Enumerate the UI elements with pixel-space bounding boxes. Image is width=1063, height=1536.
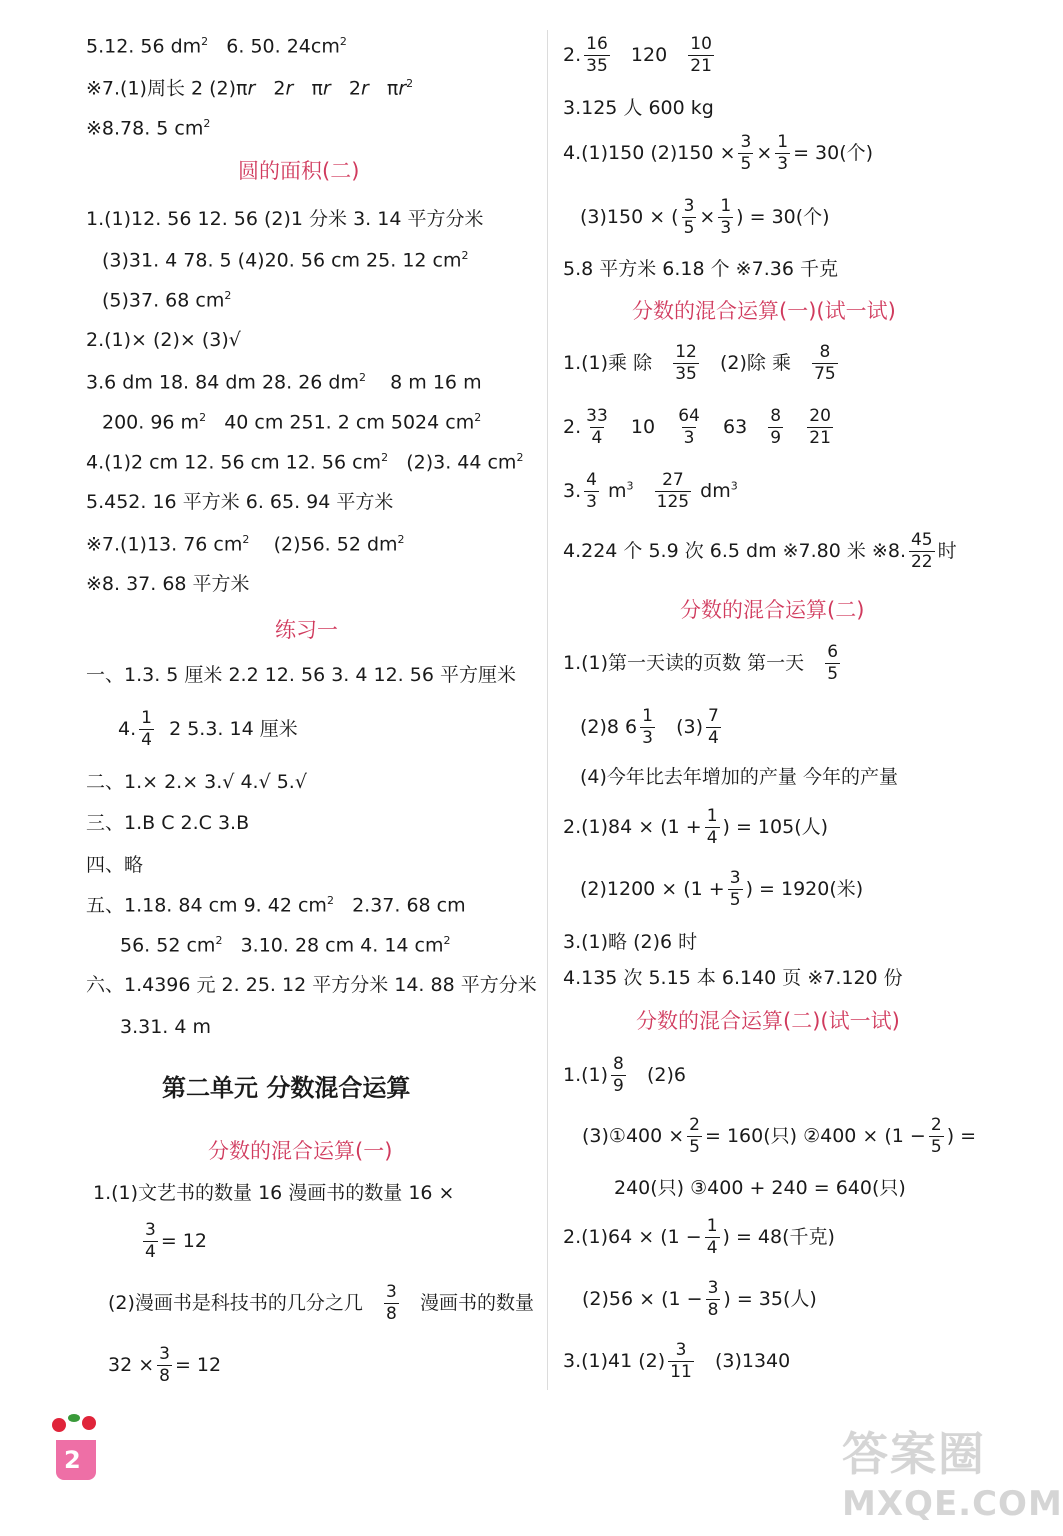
fraction: $\frac{6}{5}$ [827,642,839,684]
fraction: $\frac{1}{4}$ [706,1216,718,1258]
answer-line: 56. 52 $cm^2$ 3.10. 28 cm 4. 14 $cm^2$ [120,934,451,957]
answer-line: 200. 96 $m^2$ 40 cm 251. 2 cm 5024 $cm^2$ [102,411,482,434]
answer-line: 六、1.4396 元 2. 25. 12 平方分米 14. 88 平方分米 [86,974,537,996]
answer-line: (4)今年比去年增加的产量 今年的产量 [580,766,898,788]
fraction: $\frac{8}{9}$ [770,406,782,448]
answer-line: 3.(1)略 (2)6 时 [563,931,698,953]
answer-line: 3.31. 4 m [120,1016,212,1038]
answer-line: 5.452. 16 平方米 6. 65. 94 平方米 [86,491,394,513]
section-heading: 分数的混合运算(一) [208,1139,393,1163]
fraction: $\frac{16}{35}$ [586,34,608,76]
fraction: $\frac{8}{75}$ [814,342,836,384]
fraction: $\frac{1}{4}$ [706,806,718,848]
answer-line: 1.(1)文艺书的数量 16 漫画书的数量 16 × [93,1182,455,1204]
unit-title: 第二单元 分数混合运算 [162,1074,411,1102]
answer-line: 1.(1) $\frac{8}{9}$ (2)6 [563,1054,687,1096]
answer-line: 3. $\frac{4}{3}$ $m^3$ $\frac{27}{125}$ $dm^3$ [563,470,738,512]
answer-line: 2. $\frac{16}{35}$ 120 $\frac{10}{21}$ [563,34,712,76]
answer-line: 三、1.B C 2.C 3.B [86,812,250,834]
answer-line: (3)31. 4 78. 5 (4)20. 56 cm 25. 12 $cm^2$ [102,249,469,272]
answer-line: 4.224 个 5.9 次 6.5 dm ※7.80 米 ※8. $\frac{45}{22}$ 时 [563,530,957,572]
answer-line: 3.125 人 600 kg [563,97,714,119]
fraction: $\frac{1}{4}$ [141,708,152,750]
fraction: $\frac{12}{35}$ [675,342,697,384]
answer-line: $\frac{3}{4}$ = 12 [145,1220,207,1262]
answer-line: 2. $\frac{33}{4}$ 10 $\frac{64}{3}$ 63 $\frac{8}{9}$ $\frac{20}{21}$ [563,406,831,448]
page-number: 2 [64,1446,81,1474]
answer-line: (5)37. 68 $cm^2$ [102,289,232,312]
fraction: $\frac{7}{4}$ [708,706,719,748]
answer-line: ※7.(1)周长 2 (2)πr 2r πr 2r $\pi r^2$ [86,77,414,100]
answer-line: 一、1.3. 5 厘米 2.2 12. 56 3. 4 12. 56 平方厘米 [86,664,516,686]
page-number-badge [56,1440,96,1480]
watermark-text: 答案圈 [842,1427,986,1481]
answer-line: 二、1.× 2.× 3.√ 4.√ 5.√ [86,771,307,793]
fraction: $\frac{8}{9}$ [613,1054,624,1096]
answer-line: ※7.(1)13. 76 $cm^2$ (2)56. 52 $dm^2$ [86,533,405,556]
section-heading: 分数的混合运算(二)(试一试) [636,1009,900,1033]
answer-line: 1.(1)12. 56 12. 56 (2)1 分米 3. 14 平方分米 [86,208,484,230]
fraction: $\frac{64}{3}$ [678,406,700,448]
fraction: $\frac{3}{8}$ [159,1344,170,1386]
answer-line: (2)56 × (1 − $\frac{3}{8}$ ) = 35(人) [582,1278,817,1320]
section-heading: 圆的面积(二) [238,159,360,183]
watermark-logo [842,1418,1063,1524]
berry-decoration [52,1418,66,1432]
leaf-decoration [68,1414,80,1422]
fraction: $\frac{33}{4}$ [586,406,608,448]
answer-line: (2)8 6 $\frac{1}{3}$ (3) $\frac{7}{4}$ [580,706,719,748]
answer-line: 四、略 [86,854,144,876]
answer-line: (3)①400 × $\frac{2}{5}$ = 160(只) ②400 × (1 − $\frac{2}{5}$ ) = [582,1115,977,1157]
fraction: $\frac{2}{5}$ [930,1115,942,1157]
answer-line: ※8.78. 5 $cm^2$ [86,117,211,140]
fraction: $\frac{45}{22}$ [910,530,933,572]
fraction: $\frac{4}{3}$ [586,470,597,512]
column-divider [547,30,548,1390]
fraction: $\frac{3}{4}$ [145,1220,156,1262]
answer-line: (2)漫画书是科技书的几分之几 $\frac{3}{8}$ 漫画书的数量 [108,1282,535,1324]
answer-line: 4.135 次 5.15 本 6.140 页 ※7.120 份 [563,967,903,989]
fraction: $\frac{10}{21}$ [690,34,712,76]
answer-line: 2.(1)× (2)× (3)√ [86,329,241,351]
answer-line: 五、1.18. 84 cm 9. 42 $cm^2$ 2.37. 68 cm [86,894,466,917]
fraction: $\frac{3}{11}$ [670,1340,692,1382]
fraction: $\frac{3}{5}$ [740,132,752,174]
answer-line: 2.(1)64 × (1 − $\frac{1}{4}$ ) = 48(千克) [563,1216,835,1258]
fraction: $\frac{3}{8}$ [386,1282,397,1324]
answer-line: 3.6 dm 18. 84 dm 28. 26 $dm^2$ 8 m 16 m [86,371,482,394]
answer-line: (3)150 × ( $\frac{3}{5}$ × $\frac{1}{3}$ ) = 30(个) [580,196,830,238]
answer-line: 2.(1)84 × (1 + $\frac{1}{4}$ ) = 105(人) [563,806,829,848]
answer-line: 4.(1)2 cm 12. 56 cm 12. 56 $cm^2$ (2)3. 44 $cm^2$ [86,451,524,474]
fraction: $\frac{1}{3}$ [777,132,789,174]
answer-line: 1.(1)第一天读的页数 第一天 $\frac{6}{5}$ [563,642,839,684]
watermark-url: MXQE.COM [842,1484,1063,1524]
fraction: $\frac{1}{3}$ [720,196,732,238]
fraction: $\frac{3}{5}$ [729,868,741,910]
section-heading: 分数的混合运算(二) [680,598,865,622]
answer-line: 240(只) ③400 + 240 = 640(只) [614,1177,906,1199]
fraction: $\frac{20}{21}$ [809,406,831,448]
fraction: $\frac{27}{125}$ [656,470,690,512]
fraction: $\frac{3}{5}$ [683,196,695,238]
answer-line: (2)1200 × (1 + $\frac{3}{5}$ ) = 1920(米) [580,868,864,910]
answer-line: 5.12. 56 $dm^2$ 6. 50. $24cm^2$ [86,35,347,58]
answer-line: 4.(1)150 (2)150 × $\frac{3}{5}$ × $\frac{1}{3}$ = 30(个) [563,132,874,174]
answer-line: ※8. 37. 68 平方米 [86,573,250,595]
answer-line: 32 × $\frac{3}{8}$ = 12 [108,1344,222,1386]
fraction: $\frac{3}{8}$ [707,1278,719,1320]
fraction: $\frac{1}{3}$ [642,706,653,748]
fraction: $\frac{2}{5}$ [689,1115,700,1157]
answer-line: 1.(1)乘 除 $\frac{12}{35}$ (2)除 乘 $\frac{8}{75}$ [563,342,836,384]
section-heading: 练习一 [275,618,338,642]
section-heading: 分数的混合运算(一)(试一试) [632,299,896,323]
berry-decoration [82,1416,96,1430]
answer-line: 5.8 平方米 6.18 个 ※7.36 千克 [563,258,838,280]
answer-line: 4. $\frac{1}{4}$ 2 5.3. 14 厘米 [118,708,298,750]
answer-line: 3.(1)41 (2) $\frac{3}{11}$ (3)1340 [563,1340,791,1382]
